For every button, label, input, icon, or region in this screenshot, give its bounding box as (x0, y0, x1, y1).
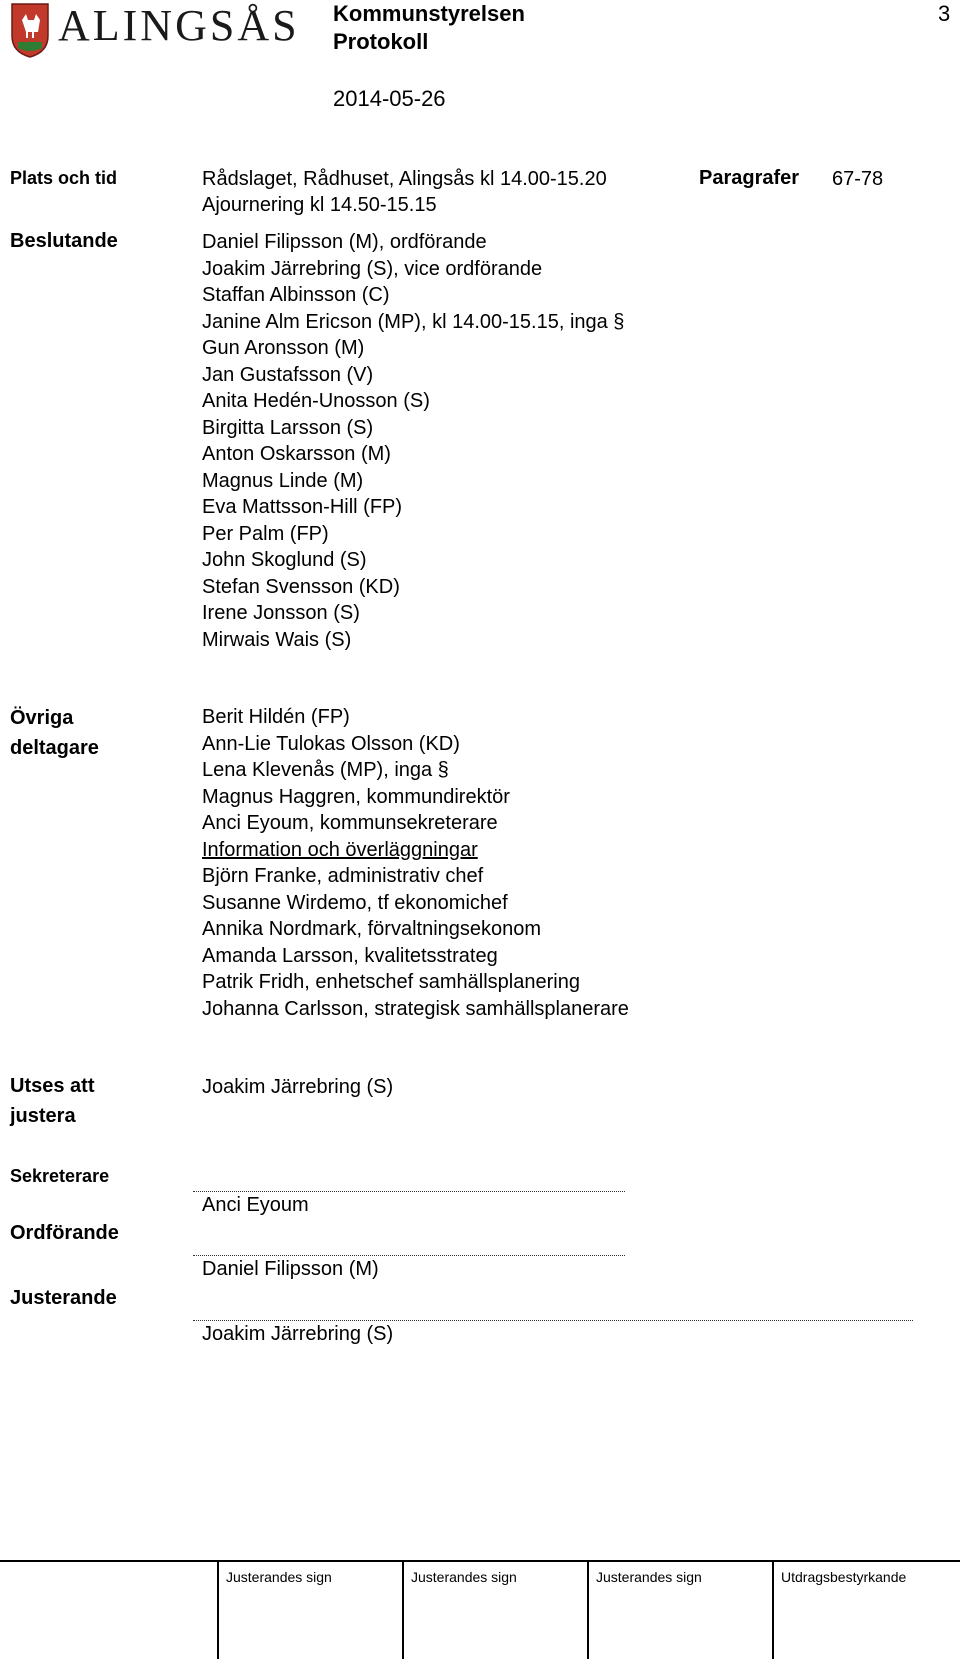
list-item: Annika Nordmark, förvaltningsekonom (202, 918, 542, 940)
organ-title: Kommunstyrelsen (333, 1, 525, 26)
footer-cell-divider (217, 1560, 219, 1659)
footer-cell-divider (772, 1560, 774, 1659)
secretary-label: Sekreterare (10, 1166, 110, 1186)
list-item: Magnus Linde (M) (202, 469, 364, 492)
list-item: Lena Klevenås (MP), inga § (202, 759, 449, 781)
place-line-2: Ajournering kl 14.50-15.15 (202, 194, 437, 216)
chair-label: Ordförande (10, 1222, 119, 1244)
footer-rule (0, 1560, 960, 1562)
footer-cell-divider (587, 1560, 589, 1659)
list-item: Mirwais Wais (S) (202, 628, 352, 651)
footer-sign-box: Justerandes sign (596, 1569, 702, 1585)
list-item: Patrik Fridh, enhetschef samhällsplanering (202, 971, 580, 993)
info-heading: Information och överläggningar (202, 838, 478, 861)
list-item: Gun Aronsson (M) (202, 337, 365, 359)
page-number: 3 (938, 1, 951, 26)
logo-wordmark: ALINGSÅS (58, 1, 300, 50)
ovriga-list (202, 704, 629, 1022)
list-item: Anci Eyoum, kommunsekreterare (202, 812, 498, 834)
footer-cell-divider (402, 1560, 404, 1659)
footer-sign-box: Justerandes sign (411, 1569, 517, 1585)
place-line-1: Rådslaget, Rådhuset, Alingsås kl 14.00-15.20 (202, 168, 607, 190)
list-item: Johanna Carlsson, strategisk samhällsplanerare (202, 997, 629, 1020)
document-type: Protokoll (333, 29, 429, 54)
chair-name: Daniel Filipsson (M) (202, 1258, 379, 1280)
adjuster-label: Justerande (10, 1287, 117, 1309)
paragraphs-label: Paragrafer (699, 167, 800, 189)
list-item: Björn Franke, administrativ chef (202, 865, 484, 887)
list-item: Amanda Larsson, kvalitetsstrateg (202, 944, 498, 967)
justera-label-line-1: Utses att (10, 1075, 95, 1097)
secretary-name: Anci Eyoum (202, 1194, 309, 1216)
paragraphs-value: 67-78 (832, 168, 884, 190)
list-item: Eva Mattsson-Hill (FP) (202, 496, 403, 518)
list-item: Irene Jonsson (S) (202, 602, 360, 624)
list-item: Stefan Svensson (KD) (202, 575, 400, 598)
list-item: Joakim Järrebring (S), vice ordförande (202, 257, 543, 280)
list-item: Per Palm (FP) (202, 522, 329, 545)
beslutande-list (202, 229, 624, 653)
list-item: Ann-Lie Tulokas Olsson (KD) (202, 732, 460, 755)
list-item: John Skoglund (S) (202, 549, 367, 571)
beslutande-label: Beslutande (10, 230, 118, 252)
footer-sign-box: Justerandes sign (226, 1569, 332, 1585)
place-label: Plats och tid (10, 168, 118, 188)
list-item: Susanne Wirdemo, tf ekonomichef (202, 891, 508, 914)
ovriga-label-line-2: deltagare (10, 737, 99, 759)
ovriga-label-line-1: Övriga (10, 707, 74, 729)
meeting-date: 2014-05-26 (333, 86, 446, 111)
justera-label-line-2: justera (10, 1105, 76, 1127)
list-item: Daniel Filipsson (M), ordförande (202, 231, 487, 253)
list-item: Staffan Albinsson (C) (202, 284, 390, 306)
list-item: Janine Alm Ericson (MP), kl 14.00-15.15, inga § (202, 310, 625, 333)
list-item: Jan Gustafsson (V) (202, 363, 374, 386)
list-item: Magnus Haggren, kommundirektör (202, 785, 510, 808)
list-item: Anton Oskarsson (M) (202, 443, 391, 465)
list-item: Birgitta Larsson (S) (202, 416, 374, 439)
justera-name: Joakim Järrebring (S) (202, 1076, 394, 1098)
list-item: Berit Hildén (FP) (202, 706, 350, 728)
list-item: Anita Hedén-Unosson (S) (202, 390, 430, 412)
footer-certification-box: Utdragsbestyrkande (781, 1569, 907, 1585)
adjuster-name: Joakim Järrebring (S) (202, 1323, 394, 1345)
